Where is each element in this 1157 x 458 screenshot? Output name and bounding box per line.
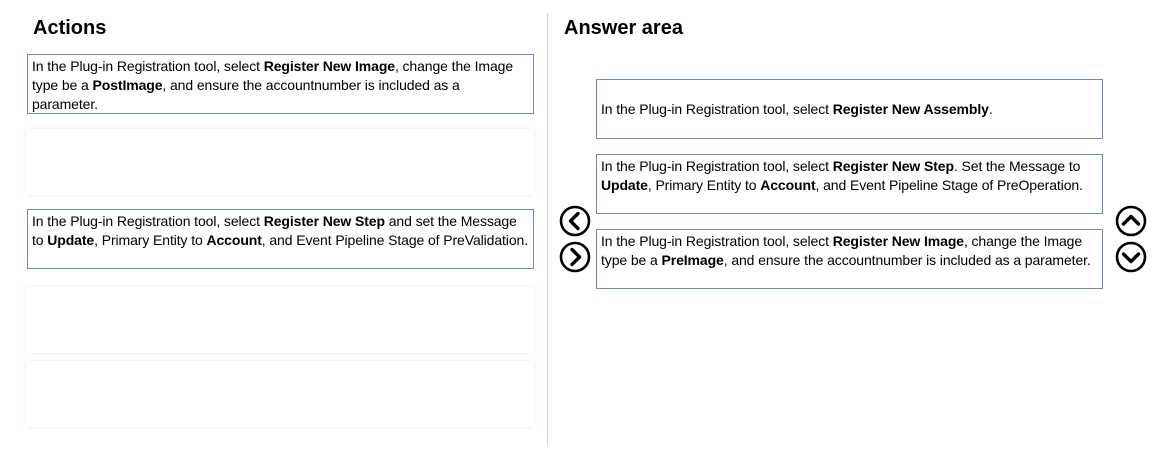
- answer-item-text: In the Plug-in Registration tool, select: [601, 158, 833, 174]
- answer-item-register-preimage[interactable]: [596, 229, 1103, 289]
- action-item-text: , and ensure the accountnumber is included as a parameter.: [32, 77, 460, 112]
- answer-item-keyword: Register New Image: [832, 233, 964, 249]
- actions-heading: Actions: [33, 17, 107, 39]
- answer-item-keyword: Update: [601, 177, 648, 193]
- move-right-button[interactable]: [559, 241, 591, 273]
- answer-area-heading: Answer area: [564, 17, 683, 39]
- answer-item-text: .: [988, 100, 993, 117]
- move-left-button[interactable]: [559, 205, 591, 237]
- answer-item-text: . Set the Message to: [953, 158, 1081, 174]
- action-item-keyword: Register New Step: [263, 213, 385, 229]
- arrow-down-icon: [1115, 241, 1147, 273]
- answer-item-register-assembly[interactable]: [596, 79, 1103, 139]
- empty-action-slot[interactable]: [26, 287, 534, 353]
- action-item-text: In the Plug-in Registration tool, select: [32, 213, 264, 229]
- answer-item-keyword: PreImage: [661, 252, 724, 268]
- action-item-text: In the Plug-in Registration tool, select: [32, 58, 264, 74]
- answer-item-register-step-preoperation[interactable]: [596, 154, 1103, 214]
- empty-action-slot[interactable]: [26, 361, 534, 427]
- answer-item-keyword: Account: [760, 177, 816, 193]
- action-item-register-step-prevalidation[interactable]: [27, 209, 534, 269]
- answer-item-text: , Primary Entity to: [647, 177, 761, 193]
- answer-item-keyword: Register New Step: [832, 158, 954, 174]
- move-down-button[interactable]: [1115, 241, 1147, 273]
- arrow-right-icon: [559, 241, 591, 273]
- answer-item-text: , and Event Pipeline Stage of PreOperation.: [815, 177, 1083, 193]
- answer-item-keyword: Register New Assembly: [832, 100, 989, 117]
- answer-item-text: In the Plug-in Registration tool, select: [601, 100, 833, 117]
- action-item-keyword: Account: [206, 232, 262, 248]
- action-item-keyword: PostImage: [92, 77, 163, 93]
- action-item-text: , Primary Entity to: [94, 232, 207, 248]
- answer-item-text: , and ensure the accountnumber is included as a parameter.: [723, 252, 1091, 268]
- move-up-button[interactable]: [1115, 205, 1147, 237]
- action-item-text: , change the Image type be a: [32, 58, 514, 93]
- arrow-left-icon: [559, 205, 591, 237]
- action-item-keyword: Update: [47, 232, 95, 248]
- answer-item-text: , change the Image type be a: [601, 233, 1083, 268]
- answer-item-text: In the Plug-in Registration tool, select: [601, 233, 833, 249]
- panel-divider: [547, 13, 548, 445]
- empty-action-slot[interactable]: [26, 129, 534, 195]
- action-item-text: , and Event Pipeline Stage of PreValidation.: [261, 232, 528, 248]
- action-item-text: and set the Message to: [32, 213, 517, 248]
- action-item-keyword: Register New Image: [263, 58, 395, 74]
- arrow-up-icon: [1115, 205, 1147, 237]
- action-item-register-postimage[interactable]: [27, 54, 534, 114]
